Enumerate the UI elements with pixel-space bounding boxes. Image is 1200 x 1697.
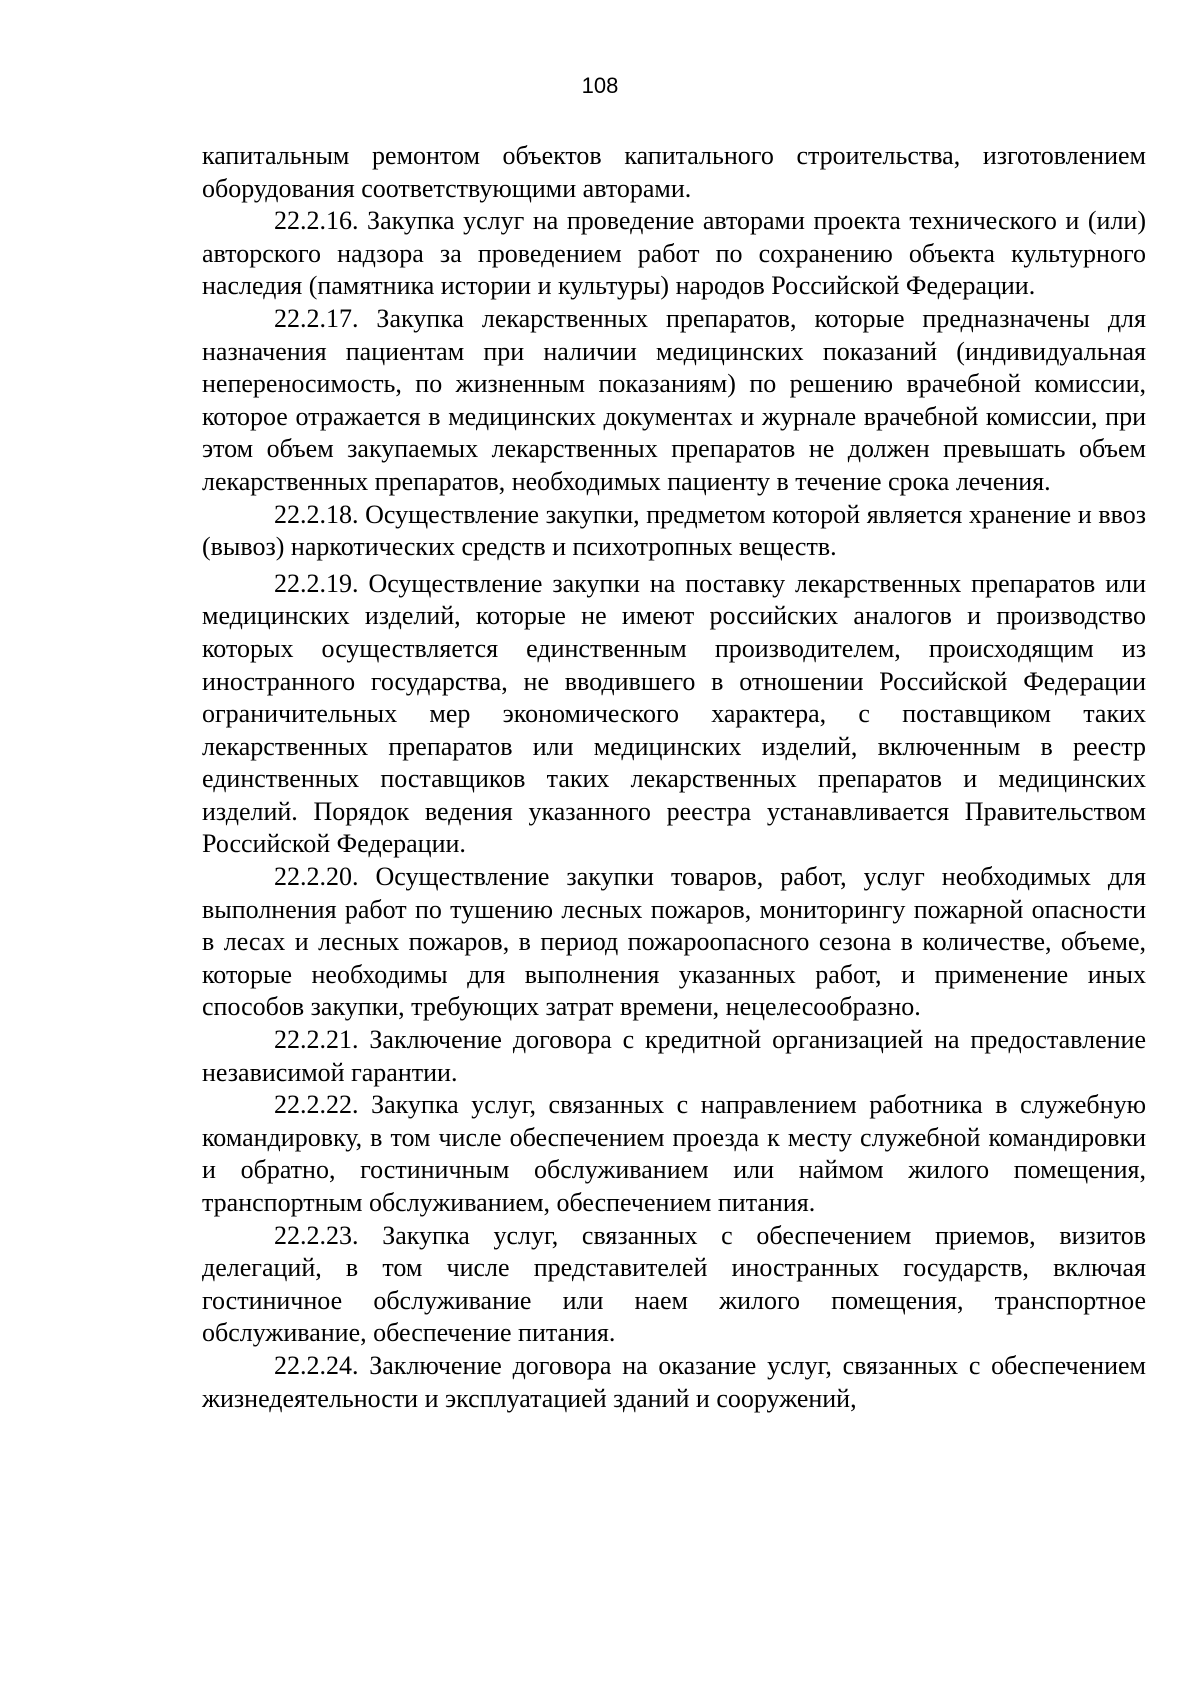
paragraph-22-2-22: 22.2.22. Закупка услуг, связанных с направлением работника в служебную командировку, в том числе обеспечением проезда к месту служебной командировки и обратно, гостиничным обслуживанием или наймом жилого помещения, транспортным обслуживанием, обеспечением питания. <box>202 1090 1146 1217</box>
page-number: 108 <box>581 73 619 98</box>
paragraph-22-2-17: 22.2.17. Закупка лекарственных препаратов, которые предназначены для назначения пациентам при наличии медицинских показаний (индивидуальная непереносимость, по жизненным показаниям) по решению врачебной комиссии, которое отражается в медицинских документах и журнале врачебной комиссии, при этом объем закупаемых лекарственных препаратов не должен превышать объем лекарственных препаратов, необходимых пациенту в течение срока лечения. <box>202 303 1146 496</box>
paragraph-continuation: капитальным ремонтом объектов капитального строительства, изготовлением оборудования соответствующими авторами. <box>202 141 1146 203</box>
paragraph-22-2-18: 22.2.18. Осуществление закупки, предметом которой является хранение и ввоз (вывоз) наркотических средств и психотропных веществ. <box>202 499 1146 562</box>
paragraph-22-2-16: 22.2.16. Закупка услуг на проведение авторами проекта технического и (или) авторского надзора за проведением работ по сохранению объекта культурного наследия (памятника истории и культуры) народов Российской Федерации. <box>202 206 1146 301</box>
paragraph-22-2-23: 22.2.23. Закупка услуг, связанных с обеспечением приемов, визитов делегаций, в том числе представителей иностранных государств, включая гостиничное обслуживание или наем жилого помещения, транспортное обслуживание, обеспечение питания. <box>202 1220 1146 1348</box>
paragraph-22-2-19: 22.2.19. Осуществление закупки на поставку лекарственных препаратов или медицинских изделий, которые не имеют российских аналогов и производство которых осуществляется единственным производителем, происходящим из иностранного государства, не вводившего в отношении Российской Федерации ограничительных мер экономического характера, с поставщиком таких лекарственных препаратов или медицинских изделий, включенным в реестр единственных поставщиков таких лекарственных препаратов и медицинских изделий. Порядок ведения указанного реестра устанавливается Правительством Российской Федерации. <box>202 568 1146 859</box>
paragraph-22-2-21: 22.2.21. Заключение договора с кредитной организацией на предоставление независимой гарантии. <box>202 1025 1146 1087</box>
paragraph-22-2-20: 22.2.20. Осуществление закупки товаров, работ, услуг необходимых для выполнения работ по тушению лесных пожаров, мониторингу пожарной опасности в лесах и лесных пожаров, в период пожароопасного сезона в количестве, объеме, которые необходимы для выполнения указанных работ, и применение иных способов закупки, требующих затрат времени, нецелесообразно. <box>202 862 1146 1022</box>
document-body <box>202 140 1146 1415</box>
paragraph-22-2-24: 22.2.24. Заключение договора на оказание услуг, связанных с обеспечением жизнедеятельности и эксплуатацией зданий и сооружений, <box>202 1350 1146 1413</box>
